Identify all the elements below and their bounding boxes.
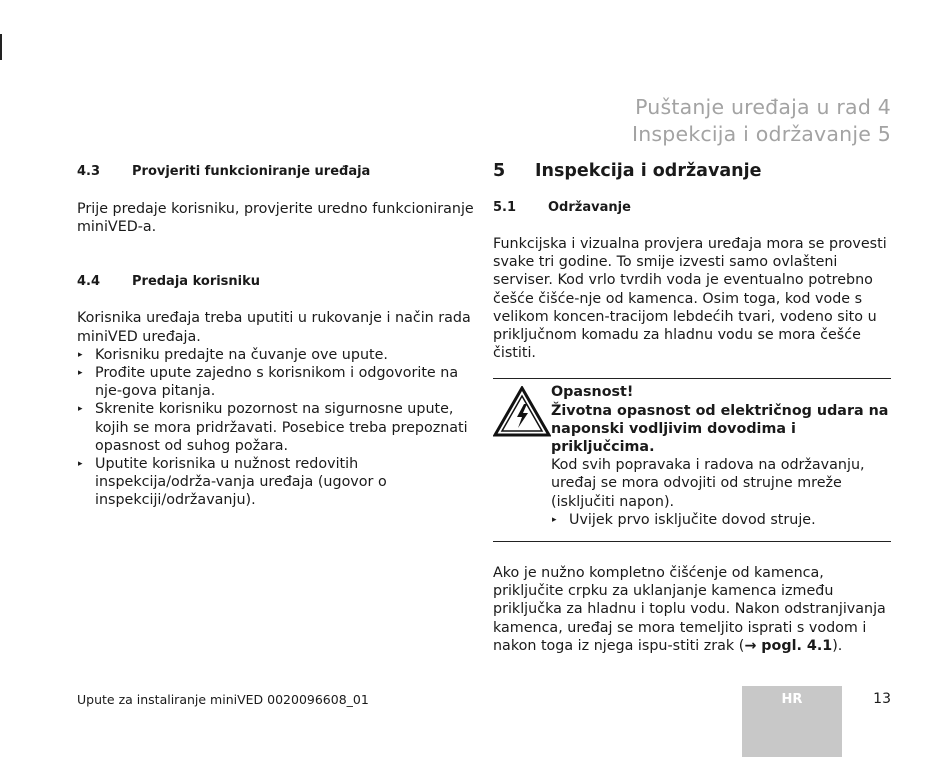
bullet-arrow-icon: ▸ — [78, 404, 83, 415]
footer-document-title: Upute za instaliranje miniVED 0020096608_01 — [77, 692, 369, 707]
section-4-3-heading — [77, 164, 477, 179]
bullet-arrow-icon: ▸ — [78, 349, 83, 360]
section-5-1-heading — [493, 200, 891, 215]
section-title: Provjeriti funkcioniranje uređaja — [132, 164, 371, 179]
bullet-arrow-icon: ▸ — [78, 459, 83, 470]
list-item: ▸ Prođite upute zajedno s korisnikom i odgovorite na nje-gova pitanja. — [78, 365, 459, 400]
running-head — [632, 94, 891, 148]
bullet-arrow-icon: ▸ — [78, 368, 83, 379]
high-voltage-warning-icon — [493, 383, 551, 529]
section-number: 4.4 — [77, 274, 101, 290]
warning-box — [493, 378, 891, 542]
list-item: ▸ Uputite korisnika u nužnost redovitih inspekcija/održa-vanja uređaja (ugovor o inspekciji/održavanju). — [78, 456, 387, 509]
section-title: Predaja korisniku — [132, 274, 261, 290]
running-head-line2: Inspekcija i održavanje 5 — [631, 122, 891, 146]
chapter-title: Inspekcija i održavanje — [535, 161, 762, 181]
crop-mark — [0, 34, 2, 60]
list-item: ▸ Korisniku predajte na čuvanje ove upute. — [78, 346, 388, 363]
chapter-number: 5 — [493, 161, 506, 181]
warning-text — [551, 383, 891, 529]
section-4-4-heading — [77, 274, 477, 289]
warning-headline: Životna opasnost od električnog udara na naponski vodljivim dovodima i priključcima. — [551, 402, 889, 456]
left-column — [77, 164, 477, 510]
right-column — [493, 161, 891, 655]
section-number: 5.1 — [493, 200, 517, 215]
list-item: ▸ Uvijek prvo isključite dovod struje. — [552, 511, 816, 528]
section-title: Održavanje — [548, 200, 631, 215]
instruction-list — [77, 346, 477, 510]
chapter-5-heading — [493, 161, 891, 181]
page-number: 13 — [873, 691, 891, 707]
bullet-arrow-icon: ▸ — [552, 514, 557, 525]
section-number: 4.3 — [77, 164, 101, 179]
decalcification-paragraph: Ako je nužno kompletno čišćenje od kamenca, priključite crpku za uklanjanje kamenca između priključka za hladnu i toplu vodu. Nakon odstranjivanja kamenca, uređaj se mora temeljito isprati s vodom i nakon toga iz njega ispu-stiti zrak (→ pogl. 4.1). — [493, 565, 886, 654]
maintenance-paragraph: Funkcijska i vizualna provjera uređaja mora se provesti svake tri godine. To smije izvesti samo ovlašteni serviser. Kod vrlo tvrdih voda je eventualno potrebno češće čišće-nje od kamenca. Osim toga, kod vode s velikom koncen-tracijom lebdećih tvari, vodeno sito u priključnom komadu za hladnu vodu se mora češće čistiti. — [493, 236, 887, 362]
chapter-reference-link[interactable]: → pogl. 4.1 — [744, 637, 833, 654]
warning-title: Opasnost! — [551, 384, 634, 401]
list-item: ▸ Skrenite korisniku pozornost na sigurnosne upute, kojih se mora pridržavati. Posebice treba prepoznati opasnost od suhog požara. — [78, 401, 468, 454]
language-tab: HR — [742, 686, 842, 757]
section-4-4-intro: Korisnika uređaja treba uputiti u rukovanje i način rada miniVED uređaja. — [77, 310, 471, 345]
warning-body: Kod svih popravaka i radova na održavanju, uređaj se mora odvojiti od strujne mreže (isključiti napon). — [551, 457, 865, 510]
running-head-line1: Puštanje uređaja u rad 4 — [635, 95, 891, 119]
section-4-3-text: Prije predaje korisniku, provjerite uredno funkcioniranje miniVED-a. — [77, 201, 474, 236]
warning-list — [551, 511, 891, 529]
